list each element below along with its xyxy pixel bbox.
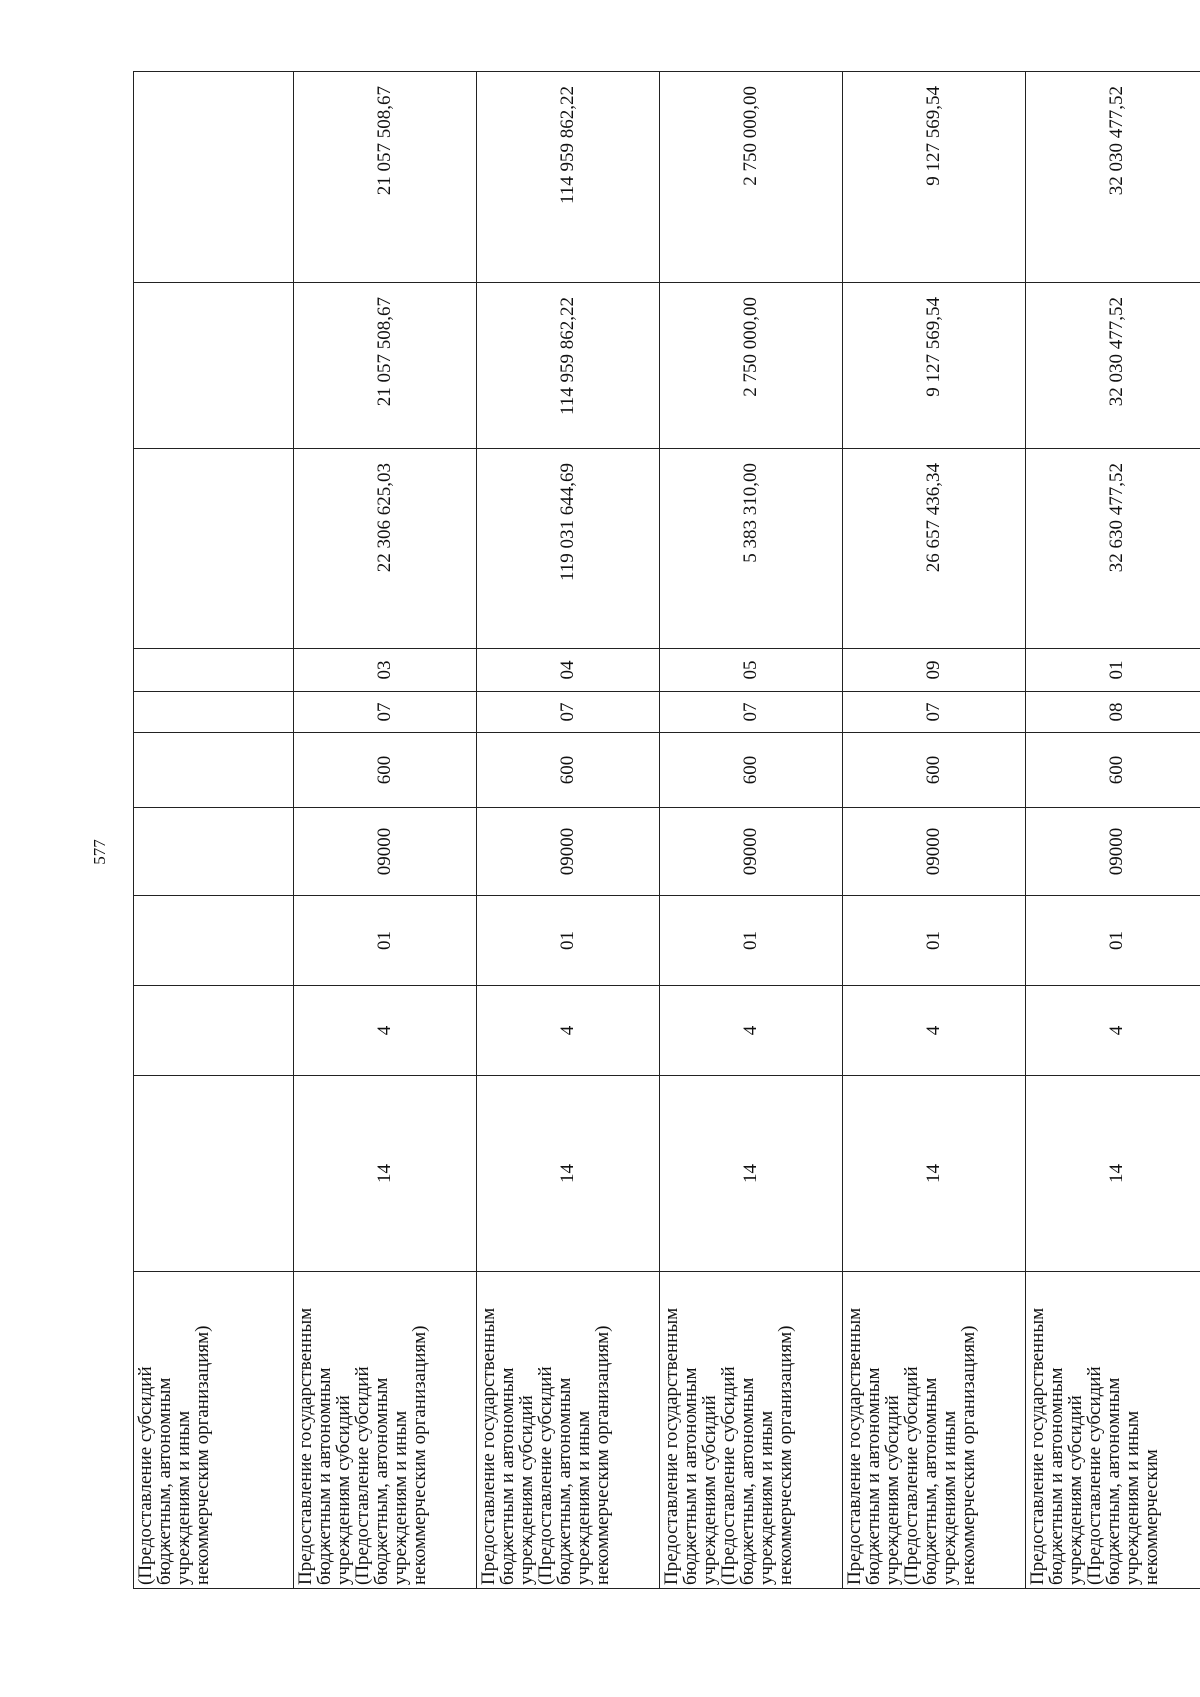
- code-cell: 01: [843, 896, 1026, 986]
- row-description: Предоставление государственным бюджетным и автономным учреждениям субсидий (Предоставление субсидий бюджетным, автономным учреждениям и иным некоммерческим организациям): [660, 1272, 843, 1589]
- amount-cell: 119 031 644,69: [477, 449, 660, 649]
- code-cell: 01: [477, 896, 660, 986]
- code-cell: 07: [477, 692, 660, 733]
- budget-table: [133, 71, 1200, 1589]
- code-cell: 09: [843, 649, 1026, 692]
- table-row: [843, 72, 1026, 1589]
- rotated-table-wrapper: [133, 72, 1162, 1589]
- amount-cell: 2 750 000,00: [660, 72, 843, 283]
- code-cell: 09000: [660, 808, 843, 896]
- table-row: [477, 72, 660, 1589]
- code-cell: 01: [660, 896, 843, 986]
- code-cell: 14: [843, 1076, 1026, 1272]
- amount-cell: 32 630 477,52: [1026, 449, 1200, 649]
- code-cell: 04: [477, 649, 660, 692]
- amount-cell: 32 030 477,52: [1026, 72, 1200, 283]
- table-row: [1026, 72, 1200, 1589]
- code-cell: 600: [294, 733, 477, 808]
- amount-cell: 9 127 569,54: [843, 283, 1026, 449]
- code-cell: 4: [477, 986, 660, 1076]
- amount-cell: 21 057 508,67: [294, 72, 477, 283]
- amount-cell: 2 750 000,00: [660, 283, 843, 449]
- code-cell: 07: [660, 692, 843, 733]
- code-cell: 09000: [843, 808, 1026, 896]
- code-cell: [134, 808, 294, 896]
- code-cell: 600: [1026, 733, 1200, 808]
- code-cell: [134, 649, 294, 692]
- code-cell: 4: [660, 986, 843, 1076]
- row-description: Предоставление государственным бюджетным и автономным учреждениям субсидий (Предоставление субсидий бюджетным, автономным учреждениям и иным некоммерческим организациям): [294, 1272, 477, 1589]
- code-cell: 01: [1026, 649, 1200, 692]
- code-cell: [134, 896, 294, 986]
- code-cell: 600: [660, 733, 843, 808]
- table-row: [134, 72, 294, 1589]
- code-cell: 09000: [294, 808, 477, 896]
- page-number: 577: [90, 839, 109, 865]
- code-cell: 08: [1026, 692, 1200, 733]
- code-cell: 14: [294, 1076, 477, 1272]
- amount-cell: 9 127 569,54: [843, 72, 1026, 283]
- amount-cell: [134, 449, 294, 649]
- code-cell: 600: [843, 733, 1026, 808]
- code-cell: 14: [477, 1076, 660, 1272]
- table-row: [660, 72, 843, 1589]
- row-description: Предоставление государственным бюджетным и автономным учреждениям субсидий (Предоставление субсидий бюджетным, автономным учреждениям и иным некоммерческим: [1026, 1272, 1200, 1589]
- code-cell: 4: [1026, 986, 1200, 1076]
- row-description: Предоставление государственным бюджетным и автономным учреждениям субсидий (Предоставление субсидий бюджетным, автономным учреждениям и иным некоммерческим организациям): [477, 1272, 660, 1589]
- amount-cell: 114 959 862,22: [477, 72, 660, 283]
- code-cell: 09000: [1026, 808, 1200, 896]
- code-cell: 07: [843, 692, 1026, 733]
- code-cell: [134, 733, 294, 808]
- code-cell: 03: [294, 649, 477, 692]
- row-description: (Предоставление субсидий бюджетным, автономным учреждениям и иным некоммерческим организациям): [134, 1272, 294, 1589]
- amount-cell: 26 657 436,34: [843, 449, 1026, 649]
- amount-cell: 32 030 477,52: [1026, 283, 1200, 449]
- code-cell: 14: [1026, 1076, 1200, 1272]
- code-cell: 4: [294, 986, 477, 1076]
- code-cell: 01: [1026, 896, 1200, 986]
- amount-cell: 5 383 310,00: [660, 449, 843, 649]
- amount-cell: [134, 72, 294, 283]
- amount-cell: 114 959 862,22: [477, 283, 660, 449]
- code-cell: 600: [477, 733, 660, 808]
- amount-cell: 21 057 508,67: [294, 283, 477, 449]
- code-cell: [134, 986, 294, 1076]
- table-row: [294, 72, 477, 1589]
- code-cell: 05: [660, 649, 843, 692]
- code-cell: 09000: [477, 808, 660, 896]
- code-cell: 01: [294, 896, 477, 986]
- row-description: Предоставление государственным бюджетным и автономным учреждениям субсидий (Предоставление субсидий бюджетным, автономным учреждениям и иным некоммерческим организациям): [843, 1272, 1026, 1589]
- amount-cell: [134, 283, 294, 449]
- amount-cell: 22 306 625,03: [294, 449, 477, 649]
- code-cell: [134, 1076, 294, 1272]
- code-cell: [134, 692, 294, 733]
- code-cell: 14: [660, 1076, 843, 1272]
- code-cell: 4: [843, 986, 1026, 1076]
- code-cell: 07: [294, 692, 477, 733]
